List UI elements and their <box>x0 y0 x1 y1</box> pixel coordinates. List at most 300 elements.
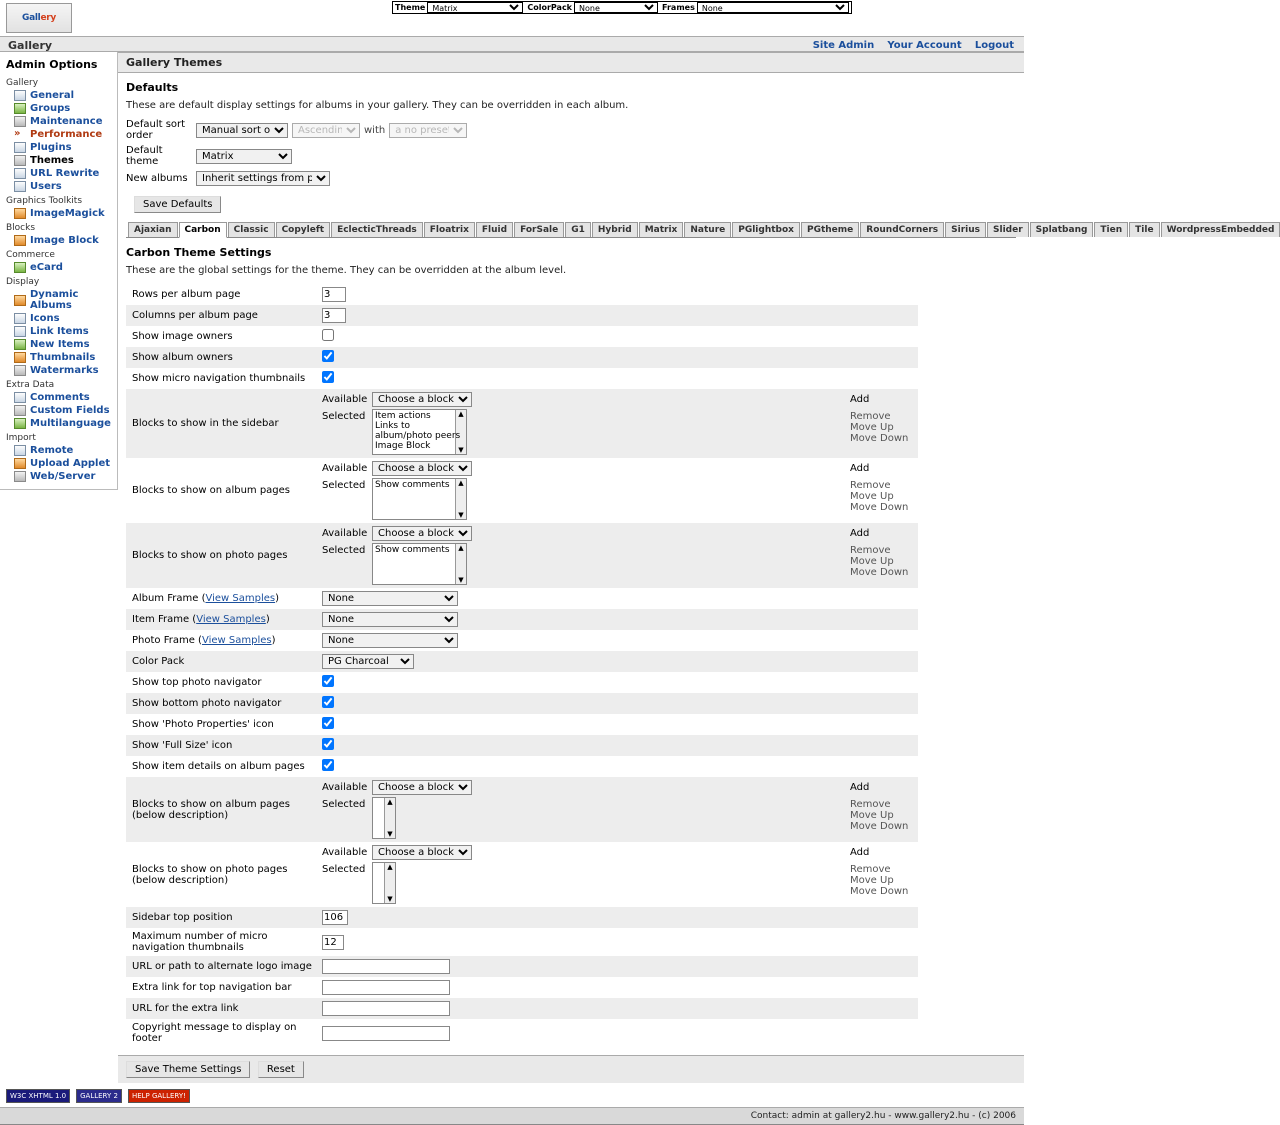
available-label: Available <box>322 463 368 474</box>
setting-field <box>316 588 918 609</box>
content-area <box>118 52 1275 1083</box>
setting-label: URL or path to alternate logo image <box>126 956 316 977</box>
table-row <box>126 735 918 756</box>
tab-carbon[interactable]: Carbon <box>179 222 227 238</box>
color-pack-select[interactable] <box>322 654 414 669</box>
theme-selector[interactable] <box>427 2 523 13</box>
new-items-icon <box>14 339 26 350</box>
thumbnail-icon <box>14 352 26 363</box>
table-row <box>126 523 918 588</box>
max-micro-nav-thumbnails-input[interactable] <box>322 935 344 950</box>
footer-bar: Contact: admin at gallery2.hu - www.gallery2.hu - (c) 2006 <box>0 1107 1024 1125</box>
tab-fluid[interactable]: Fluid <box>476 222 513 237</box>
available-select-wrap <box>372 845 846 860</box>
sidebar-item-link-items[interactable] <box>0 325 117 338</box>
available-select-wrap <box>372 526 846 541</box>
tab-nature[interactable]: Nature <box>684 222 731 237</box>
listbox-scrollbar[interactable]: ▲ ▼ <box>455 544 466 584</box>
tab-eclecticthreads[interactable]: EclecticThreads <box>331 222 423 237</box>
setting-field <box>316 928 918 956</box>
sidebar-item-new-items[interactable] <box>0 338 117 351</box>
sidebar-item-thumbnails[interactable] <box>0 351 117 364</box>
colorpack-selector[interactable] <box>574 2 658 13</box>
admin-links <box>803 40 1014 51</box>
table-row <box>126 630 918 651</box>
block-actions[interactable] <box>850 478 914 513</box>
sidebar-item-url-rewrite[interactable] <box>0 167 117 180</box>
sidebar-item-label: Upload Applet <box>30 458 111 469</box>
remove-action[interactable]: Remove <box>850 864 891 875</box>
block-actions[interactable] <box>850 543 914 578</box>
table-row <box>126 777 918 842</box>
table-row <box>126 672 918 693</box>
available-label: Available <box>322 394 368 405</box>
columns-per-album-page-input[interactable] <box>322 308 346 323</box>
sidebar-title: Admin Options <box>6 58 98 71</box>
sidebar-top-position-input[interactable] <box>322 910 348 925</box>
tab-copyleft[interactable]: Copyleft <box>276 222 331 237</box>
reset-button[interactable]: Reset <box>258 1061 304 1078</box>
tab-sirius[interactable]: Sirius <box>945 222 986 237</box>
show-bottom-photo-navigator-checkbox[interactable] <box>322 696 334 708</box>
list-item[interactable]: Item actions <box>375 411 431 421</box>
album-blocks-widget <box>322 461 914 520</box>
table-row <box>126 928 918 956</box>
upload-icon <box>14 458 26 469</box>
remove-action[interactable]: Remove <box>850 411 891 422</box>
logo-text-secondary: ery <box>40 13 56 23</box>
album-available-blocks-select[interactable] <box>372 461 472 476</box>
admin-sidebar <box>0 52 118 490</box>
table-row <box>126 651 918 672</box>
theme-settings-heading: Carbon Theme Settings <box>126 246 272 259</box>
sidebar-item-label: Watermarks <box>30 365 99 376</box>
icons-icon <box>14 313 26 324</box>
tab-splatbang[interactable]: Splatbang <box>1030 222 1094 237</box>
sidebar-blocks-widget <box>322 392 914 455</box>
available-label: Available <box>322 847 368 858</box>
top-bar <box>0 0 1024 36</box>
user-icon <box>14 181 26 192</box>
album-frame-view-samples-link[interactable]: View Samples <box>205 593 276 604</box>
selected-list-wrap <box>372 478 846 520</box>
main-wrap <box>0 52 1275 1083</box>
default-theme-label: Default theme <box>126 145 163 167</box>
album-icon <box>14 295 26 306</box>
sidebar-item-label: Custom Fields <box>30 405 110 416</box>
sidebar-item-label: Maintenance <box>30 116 103 127</box>
photo-below-selected-blocks-list[interactable] <box>372 862 396 904</box>
language-icon <box>14 418 26 429</box>
table-row <box>126 389 918 458</box>
tab-tile[interactable]: Tile <box>1129 222 1159 237</box>
list-item[interactable]: Show comments <box>375 545 450 555</box>
sidebar-item-label: Link Items <box>30 326 89 337</box>
sidebar-item-label: Thumbnails <box>30 352 96 363</box>
remote-icon <box>14 445 26 456</box>
move-up-action[interactable]: Move Up <box>850 875 894 886</box>
setting-field <box>316 609 918 630</box>
show-micro-navigation-thumbnails-checkbox[interactable] <box>322 371 334 383</box>
save-defaults-wrap <box>134 196 1016 213</box>
selected-list-wrap <box>372 409 846 455</box>
wrench-icon <box>14 116 26 127</box>
default-sort-preset-select[interactable] <box>389 123 467 138</box>
sidebar-item-multilanguage[interactable] <box>0 417 117 430</box>
setting-field <box>316 458 918 523</box>
sidebar-item-label: Icons <box>30 313 60 324</box>
theme-tabs <box>126 221 1275 238</box>
sidebar-item-themes[interactable] <box>0 154 117 167</box>
table-row <box>126 1019 918 1047</box>
album-frame-select[interactable] <box>322 591 458 606</box>
new-albums-label: New albums <box>126 173 188 184</box>
sidebar-item-label: General <box>30 90 74 101</box>
rows-per-album-page-input[interactable] <box>322 287 346 302</box>
colorpack-selector-label: ColorPack <box>527 3 573 12</box>
defaults-heading: Defaults <box>126 81 179 94</box>
listbox-scrollbar[interactable]: ▲ ▼ <box>384 863 395 903</box>
gear-icon <box>14 90 26 101</box>
tab-roundcorners[interactable]: RoundCorners <box>860 222 944 237</box>
table-row <box>126 907 918 928</box>
sidebar-item-label: eCard <box>30 262 63 273</box>
table-row <box>126 609 918 630</box>
setting-field <box>316 672 918 693</box>
default-sort-order-row <box>126 119 1016 141</box>
add-action[interactable]: Add <box>850 847 870 858</box>
setting-label: Blocks to show on album pages <box>132 485 291 496</box>
tab-g1[interactable]: G1 <box>565 222 591 237</box>
photo-frame-select[interactable] <box>322 633 458 648</box>
link-your-account[interactable]: Your Account <box>887 40 962 51</box>
setting-field <box>316 523 918 588</box>
add-action[interactable]: Add <box>850 782 870 793</box>
photo-frame-view-samples-link[interactable]: View Samples <box>201 635 272 646</box>
defaults-panel <box>118 73 1275 1055</box>
remove-action[interactable]: Remove <box>850 545 891 556</box>
gallery2-badge[interactable]: GALLERY 2 <box>76 1089 122 1103</box>
album-below-desc-blocks-widget <box>322 780 914 839</box>
card-icon <box>14 262 26 273</box>
setting-field <box>316 1019 918 1047</box>
sidebar-item-label: ImageMagick <box>30 208 105 219</box>
show-album-owners-checkbox[interactable] <box>322 350 334 362</box>
extra-link-url-input[interactable] <box>322 1001 450 1016</box>
table-row <box>126 977 918 998</box>
sidebar-item-upload-applet[interactable] <box>0 457 117 470</box>
setting-label: Blocks to show on photo pages (below description) <box>132 863 288 886</box>
tab-ajaxian[interactable]: Ajaxian <box>128 222 178 237</box>
available-label: Available <box>322 528 368 539</box>
plug-icon <box>14 142 26 153</box>
sidebar-item-label: Remote <box>30 445 74 456</box>
sidebar-group-gallery: Gallery <box>6 78 39 88</box>
setting-field <box>316 842 918 907</box>
link-icon <box>14 168 26 179</box>
table-row <box>126 347 918 368</box>
show-full-size-icon-checkbox[interactable] <box>322 738 334 750</box>
add-action[interactable]: Add <box>850 394 870 405</box>
link-items-icon <box>14 326 26 337</box>
block-actions[interactable] <box>850 409 914 444</box>
sidebar-item-label: Themes <box>30 155 74 166</box>
sidebar-item-comments[interactable] <box>0 391 117 404</box>
album-selected-blocks-list[interactable] <box>372 478 467 520</box>
default-theme-row <box>126 145 1016 167</box>
show-photo-properties-icon-checkbox[interactable] <box>322 717 334 729</box>
album-below-selected-blocks-list[interactable] <box>372 797 396 839</box>
move-down-action[interactable]: Move Down <box>850 502 909 513</box>
users-icon <box>14 103 26 114</box>
block-actions[interactable] <box>850 797 914 832</box>
comment-icon <box>14 392 26 403</box>
table-row <box>126 956 918 977</box>
sidebar-item-label: Multilanguage <box>30 418 111 429</box>
setting-field <box>316 305 918 326</box>
sidebar-group-commerce: Commerce <box>6 250 55 260</box>
setting-label: Sidebar top position <box>126 907 316 928</box>
move-down-action[interactable]: Move Down <box>850 821 909 832</box>
sidebar-item-label: Dynamic Albums <box>30 289 79 311</box>
sidebar-item-icons[interactable] <box>0 312 117 325</box>
add-action[interactable]: Add <box>850 463 870 474</box>
gallery-logo[interactable] <box>6 3 72 33</box>
frames-selector-label: Frames <box>662 3 695 12</box>
item-frame-view-samples-link[interactable]: View Samples <box>196 614 266 625</box>
setting-field <box>316 389 918 458</box>
default-theme-select[interactable] <box>196 149 292 164</box>
sidebar-item-watermarks[interactable] <box>0 364 117 377</box>
move-down-action[interactable]: Move Down <box>850 567 909 578</box>
copyright-message-input[interactable] <box>322 1026 450 1041</box>
alternate-logo-url-input[interactable] <box>322 959 450 974</box>
photo-frame-label: Photo Frame <box>132 635 195 646</box>
theme-preview-toolbar <box>392 1 852 14</box>
setting-label: Color Pack <box>126 651 316 672</box>
list-item[interactable]: Links to album/photo peers <box>375 421 461 441</box>
setting-label: Show 'Full Size' icon <box>126 735 316 756</box>
theme-settings-actions <box>118 1055 1024 1083</box>
selected-label: Selected <box>322 480 366 491</box>
sidebar-item-plugins[interactable] <box>0 141 117 154</box>
setting-label: Maximum number of micro navigation thumbnails <box>132 931 268 953</box>
setting-field <box>316 630 918 651</box>
logo-text-primary: Gall <box>22 13 41 23</box>
sort-with-label: with <box>364 124 386 136</box>
setting-label: Show bottom photo navigator <box>126 693 316 714</box>
setting-label: Item Frame (View Samples) <box>126 609 316 630</box>
album-below-available-blocks-select[interactable] <box>372 780 472 795</box>
sidebar-item-custom-fields[interactable] <box>0 404 117 417</box>
sidebar-item-maintenance[interactable] <box>0 115 117 128</box>
listbox-scrollbar[interactable]: ▲ ▼ <box>455 479 466 519</box>
setting-label: Blocks to show on photo pages <box>126 523 316 588</box>
selected-list-wrap <box>372 862 846 904</box>
theme-settings-description: These are the global settings for the theme. They can be overridden at the album level. <box>126 265 567 276</box>
remove-action[interactable]: Remove <box>850 799 891 810</box>
server-icon <box>14 471 26 482</box>
sidebar-item-web-server[interactable] <box>0 470 117 483</box>
setting-label: Copyright message to display on footer <box>132 1022 297 1044</box>
tab-floatrix[interactable]: Floatrix <box>424 222 475 237</box>
tab-matrix[interactable]: Matrix <box>639 222 684 237</box>
selected-list-wrap <box>372 797 846 839</box>
sidebar-available-blocks-select[interactable] <box>372 392 472 407</box>
image-icon <box>14 208 26 219</box>
sidebar-group-display: Display <box>6 277 40 287</box>
move-down-action[interactable]: Move Down <box>850 886 909 897</box>
table-row <box>126 284 918 305</box>
sidebar-item-label: URL Rewrite <box>30 168 100 179</box>
selected-list-wrap <box>372 543 846 585</box>
block-actions[interactable] <box>850 862 914 897</box>
w3c-xhtml-badge[interactable]: W3C XHTML 1.0 <box>6 1089 70 1103</box>
setting-label: Show item details on album pages <box>132 761 305 772</box>
defaults-description: These are default display settings for albums in your gallery. They can be overridden in each album. <box>126 100 629 111</box>
table-row <box>126 588 918 609</box>
setting-label: Extra link for top navigation bar <box>132 982 292 993</box>
sidebar-item-groups[interactable] <box>0 102 117 115</box>
sidebar-item-label: Web/Server <box>30 471 96 482</box>
listbox-scrollbar[interactable]: ▲ ▼ <box>384 798 395 838</box>
theme-icon <box>14 155 26 166</box>
sidebar-item-ecard[interactable] <box>0 261 117 274</box>
help-gallery-badge[interactable]: HELP GALLERY! <box>128 1089 190 1103</box>
table-row <box>126 693 918 714</box>
show-image-owners-checkbox[interactable] <box>322 329 334 341</box>
move-up-action[interactable]: Move Up <box>850 491 894 502</box>
sidebar-group-import: Import <box>6 433 36 443</box>
setting-field <box>316 347 918 368</box>
move-down-action[interactable]: Move Down <box>850 433 909 444</box>
list-item[interactable]: Show comments <box>375 480 450 490</box>
tab-classic[interactable]: Classic <box>228 222 275 237</box>
sidebar-selected-blocks-list[interactable] <box>372 409 467 455</box>
setting-label: Blocks to show in the sidebar <box>126 389 316 458</box>
remove-action[interactable]: Remove <box>850 480 891 491</box>
sidebar-item-general[interactable] <box>0 89 117 102</box>
setting-field <box>316 693 918 714</box>
setting-label: Photo Frame (View Samples) <box>132 635 276 646</box>
add-action[interactable]: Add <box>850 528 870 539</box>
selected-label: Selected <box>322 545 366 556</box>
table-row <box>126 756 918 777</box>
move-up-action[interactable]: Move Up <box>850 810 894 821</box>
photo-selected-blocks-list[interactable] <box>372 543 467 585</box>
sidebar-item-performance[interactable] <box>0 128 117 141</box>
setting-label: Show image owners <box>132 331 233 342</box>
setting-field <box>316 956 918 977</box>
setting-field <box>316 756 918 777</box>
setting-label: Show micro navigation thumbnails <box>132 373 306 384</box>
sidebar-group-graphics-toolkits: Graphics Toolkits <box>6 196 83 206</box>
tab-pglightbox[interactable]: PGlightbox <box>732 222 800 237</box>
sidebar-item-remote[interactable] <box>0 444 117 457</box>
sidebar-item-label: New Items <box>30 339 90 350</box>
gallery-title: Gallery <box>8 39 53 52</box>
tab-tien[interactable]: Tien <box>1094 222 1128 237</box>
sidebar-item-users[interactable] <box>0 180 117 193</box>
photo-available-blocks-select[interactable] <box>372 526 472 541</box>
sidebar-item-dynamic-albums[interactable] <box>0 288 117 312</box>
save-theme-settings-button[interactable]: Save Theme Settings <box>126 1061 250 1078</box>
sidebar-item-image-block[interactable] <box>0 234 117 247</box>
table-row <box>126 842 918 907</box>
setting-label: Rows per album page <box>132 289 241 300</box>
available-label: Available <box>322 782 368 793</box>
tab-forsale[interactable]: ForSale <box>514 222 564 237</box>
footer-badges <box>0 1083 1024 1107</box>
sidebar-group-extra-data: Extra Data <box>6 380 55 390</box>
setting-field <box>316 977 918 998</box>
setting-field <box>316 735 918 756</box>
link-site-admin[interactable]: Site Admin <box>812 40 875 51</box>
tab-wordpressembedded[interactable]: WordpressEmbedded <box>1161 222 1280 237</box>
setting-field <box>316 777 918 842</box>
show-top-photo-navigator-checkbox[interactable] <box>322 675 334 687</box>
listbox-scrollbar[interactable]: ▲ ▼ <box>455 410 466 454</box>
page-title: Gallery Themes <box>118 52 1024 73</box>
photo-below-desc-blocks-widget <box>322 845 914 904</box>
default-sort-direction-select[interactable] <box>292 123 360 138</box>
watermark-icon <box>14 365 26 376</box>
tab-hybrid[interactable]: Hybrid <box>592 222 638 237</box>
selected-label: Selected <box>322 799 366 810</box>
photo-below-available-blocks-select[interactable] <box>372 845 472 860</box>
setting-field <box>316 714 918 735</box>
move-up-action[interactable]: Move Up <box>850 556 894 567</box>
show-item-details-on-album-pages-checkbox[interactable] <box>322 759 334 771</box>
default-sort-order-select[interactable] <box>196 123 288 138</box>
block-icon <box>14 235 26 246</box>
setting-label: Show 'Photo Properties' icon <box>132 719 274 730</box>
album-frame-label: Album Frame <box>132 593 199 604</box>
save-defaults-button[interactable]: Save Defaults <box>134 196 221 213</box>
extra-link-input[interactable] <box>322 980 450 995</box>
setting-label: Columns per album page <box>126 305 316 326</box>
item-frame-select[interactable] <box>322 612 458 627</box>
list-item[interactable]: Image Block <box>375 441 431 451</box>
selected-label: Selected <box>322 864 366 875</box>
setting-label: Album Frame (View Samples) <box>132 593 280 604</box>
move-up-action[interactable]: Move Up <box>850 422 894 433</box>
available-select-wrap <box>372 780 846 795</box>
sidebar-item-label: Users <box>30 181 62 192</box>
setting-label: Blocks to show on album pages (below description) <box>126 777 316 842</box>
default-sort-order-label: Default sort order <box>126 119 186 141</box>
theme-selector-label: Theme <box>395 3 426 12</box>
setting-label: Show album owners <box>126 347 316 368</box>
table-row <box>126 326 918 347</box>
sidebar-item-imagemagick[interactable] <box>0 207 117 220</box>
tab-pgtheme[interactable]: PGtheme <box>801 222 859 237</box>
sidebar-group-blocks: Blocks <box>6 223 36 233</box>
setting-field <box>316 998 918 1019</box>
setting-field <box>316 651 918 672</box>
table-row <box>126 368 918 389</box>
setting-field <box>316 326 918 347</box>
frames-selector[interactable] <box>697 2 849 13</box>
sidebar-item-label: Performance <box>30 129 103 140</box>
sidebar-item-label: Comments <box>30 392 90 403</box>
table-row <box>126 714 918 735</box>
sidebar-item-label: Groups <box>30 103 71 114</box>
new-albums-select[interactable] <box>196 171 330 186</box>
tab-slider[interactable]: Slider <box>987 222 1029 237</box>
link-logout[interactable]: Logout <box>974 40 1014 51</box>
setting-label: Show top photo navigator <box>132 677 262 688</box>
